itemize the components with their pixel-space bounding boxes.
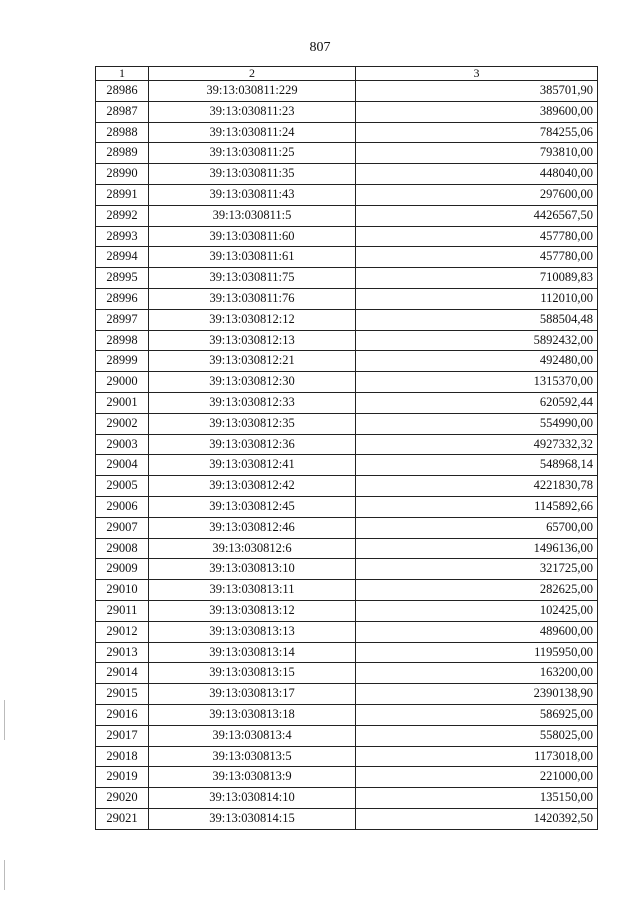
row-number-cell: 28989 (96, 143, 149, 164)
cadastral-number-cell: 39:13:030811:75 (149, 268, 356, 289)
value-cell: 784255,06 (356, 122, 598, 143)
table-row (96, 247, 598, 268)
value-cell: 710089,83 (356, 268, 598, 289)
table-row (96, 309, 598, 330)
value-cell: 1496136,00 (356, 538, 598, 559)
row-number-cell: 29018 (96, 746, 149, 767)
cadastral-number-cell: 39:13:030812:33 (149, 392, 356, 413)
row-number-cell: 28991 (96, 184, 149, 205)
value-cell: 1420392,50 (356, 808, 598, 829)
cadastral-number-cell: 39:13:030811:43 (149, 184, 356, 205)
cadastral-number-cell: 39:13:030812:21 (149, 351, 356, 372)
scan-margin-mark (4, 700, 5, 740)
column-header: 3 (356, 67, 598, 81)
cadastral-number-cell: 39:13:030812:45 (149, 496, 356, 517)
table-row (96, 476, 598, 497)
table-row (96, 746, 598, 767)
row-number-cell: 29000 (96, 372, 149, 393)
cadastral-number-cell: 39:13:030811:25 (149, 143, 356, 164)
row-number-cell: 29017 (96, 725, 149, 746)
data-table (95, 66, 598, 830)
table-row (96, 788, 598, 809)
value-cell: 297600,00 (356, 184, 598, 205)
column-header: 1 (96, 67, 149, 81)
cadastral-number-cell: 39:13:030813:14 (149, 642, 356, 663)
cadastral-number-cell: 39:13:030813:12 (149, 600, 356, 621)
value-cell: 620592,44 (356, 392, 598, 413)
row-number-cell: 29006 (96, 496, 149, 517)
row-number-cell: 29001 (96, 392, 149, 413)
value-cell: 135150,00 (356, 788, 598, 809)
row-number-cell: 28997 (96, 309, 149, 330)
value-cell: 489600,00 (356, 621, 598, 642)
table-row (96, 684, 598, 705)
value-cell: 221000,00 (356, 767, 598, 788)
table-row (96, 81, 598, 102)
cadastral-number-cell: 39:13:030813:13 (149, 621, 356, 642)
table-row (96, 413, 598, 434)
row-number-cell: 29021 (96, 808, 149, 829)
value-cell: 4426567,50 (356, 205, 598, 226)
table-row (96, 621, 598, 642)
value-cell: 554990,00 (356, 413, 598, 434)
row-number-cell: 28988 (96, 122, 149, 143)
row-number-cell: 29015 (96, 684, 149, 705)
table-row (96, 205, 598, 226)
table-row (96, 538, 598, 559)
cadastral-number-cell: 39:13:030812:12 (149, 309, 356, 330)
table-row (96, 600, 598, 621)
cadastral-number-cell: 39:13:030812:6 (149, 538, 356, 559)
value-cell: 4927332,32 (356, 434, 598, 455)
cadastral-number-cell: 39:13:030812:13 (149, 330, 356, 351)
row-number-cell: 29005 (96, 476, 149, 497)
table-row (96, 226, 598, 247)
value-cell: 492480,00 (356, 351, 598, 372)
value-cell: 457780,00 (356, 247, 598, 268)
table-row (96, 372, 598, 393)
table-row (96, 143, 598, 164)
value-cell: 588504,48 (356, 309, 598, 330)
value-cell: 385701,90 (356, 81, 598, 102)
row-number-cell: 29019 (96, 767, 149, 788)
cadastral-number-cell: 39:13:030812:36 (149, 434, 356, 455)
row-number-cell: 28994 (96, 247, 149, 268)
cadastral-number-cell: 39:13:030811:60 (149, 226, 356, 247)
row-number-cell: 28999 (96, 351, 149, 372)
value-cell: 4221830,78 (356, 476, 598, 497)
table-row (96, 101, 598, 122)
table-header-row (96, 67, 598, 81)
cadastral-number-cell: 39:13:030813:4 (149, 725, 356, 746)
table-row (96, 455, 598, 476)
value-cell: 102425,00 (356, 600, 598, 621)
scan-margin-mark (4, 860, 5, 890)
row-number-cell: 29014 (96, 663, 149, 684)
table-row (96, 517, 598, 538)
value-cell: 389600,00 (356, 101, 598, 122)
row-number-cell: 29007 (96, 517, 149, 538)
value-cell: 1195950,00 (356, 642, 598, 663)
table-row (96, 725, 598, 746)
table-row (96, 122, 598, 143)
cadastral-number-cell: 39:13:030811:35 (149, 164, 356, 185)
cadastral-number-cell: 39:13:030812:42 (149, 476, 356, 497)
row-number-cell: 28986 (96, 81, 149, 102)
row-number-cell: 29016 (96, 704, 149, 725)
row-number-cell: 28996 (96, 288, 149, 309)
value-cell: 548968,14 (356, 455, 598, 476)
row-number-cell: 29010 (96, 580, 149, 601)
cadastral-number-cell: 39:13:030813:5 (149, 746, 356, 767)
value-cell: 2390138,90 (356, 684, 598, 705)
value-cell: 65700,00 (356, 517, 598, 538)
table-row (96, 330, 598, 351)
cadastral-number-cell: 39:13:030811:229 (149, 81, 356, 102)
row-number-cell: 28987 (96, 101, 149, 122)
cadastral-number-cell: 39:13:030811:61 (149, 247, 356, 268)
row-number-cell: 29013 (96, 642, 149, 663)
cadastral-number-cell: 39:13:030814:15 (149, 808, 356, 829)
value-cell: 282625,00 (356, 580, 598, 601)
value-cell: 1315370,00 (356, 372, 598, 393)
table-row (96, 351, 598, 372)
row-number-cell: 29020 (96, 788, 149, 809)
row-number-cell: 29003 (96, 434, 149, 455)
cadastral-number-cell: 39:13:030814:10 (149, 788, 356, 809)
value-cell: 5892432,00 (356, 330, 598, 351)
table-row (96, 663, 598, 684)
row-number-cell: 29004 (96, 455, 149, 476)
cadastral-number-cell: 39:13:030811:24 (149, 122, 356, 143)
row-number-cell: 28993 (96, 226, 149, 247)
value-cell: 1173018,00 (356, 746, 598, 767)
cadastral-number-cell: 39:13:030813:9 (149, 767, 356, 788)
row-number-cell: 28990 (96, 164, 149, 185)
value-cell: 558025,00 (356, 725, 598, 746)
cadastral-number-cell: 39:13:030811:76 (149, 288, 356, 309)
row-number-cell: 28998 (96, 330, 149, 351)
cadastral-number-cell: 39:13:030813:10 (149, 559, 356, 580)
table-row (96, 434, 598, 455)
row-number-cell: 29011 (96, 600, 149, 621)
row-number-cell: 28992 (96, 205, 149, 226)
cadastral-number-cell: 39:13:030813:18 (149, 704, 356, 725)
cadastral-number-cell: 39:13:030812:35 (149, 413, 356, 434)
table-row (96, 164, 598, 185)
row-number-cell: 29012 (96, 621, 149, 642)
value-cell: 321725,00 (356, 559, 598, 580)
cadastral-number-cell: 39:13:030811:23 (149, 101, 356, 122)
row-number-cell: 29009 (96, 559, 149, 580)
value-cell: 793810,00 (356, 143, 598, 164)
row-number-cell: 29002 (96, 413, 149, 434)
table-row (96, 767, 598, 788)
value-cell: 1145892,66 (356, 496, 598, 517)
value-cell: 457780,00 (356, 226, 598, 247)
table-row (96, 268, 598, 289)
table-row (96, 580, 598, 601)
table-row (96, 559, 598, 580)
cadastral-number-cell: 39:13:030812:41 (149, 455, 356, 476)
cadastral-number-cell: 39:13:030812:46 (149, 517, 356, 538)
page-number: 807 (309, 40, 331, 55)
column-header: 2 (149, 67, 356, 81)
table-row (96, 642, 598, 663)
value-cell: 112010,00 (356, 288, 598, 309)
value-cell: 163200,00 (356, 663, 598, 684)
row-number-cell: 28995 (96, 268, 149, 289)
value-cell: 448040,00 (356, 164, 598, 185)
cadastral-number-cell: 39:13:030812:30 (149, 372, 356, 393)
cadastral-number-cell: 39:13:030813:11 (149, 580, 356, 601)
table-row (96, 288, 598, 309)
table-row (96, 184, 598, 205)
cadastral-number-cell: 39:13:030813:17 (149, 684, 356, 705)
value-cell: 586925,00 (356, 704, 598, 725)
table-row (96, 392, 598, 413)
cadastral-number-cell: 39:13:030813:15 (149, 663, 356, 684)
table-row (96, 808, 598, 829)
row-number-cell: 29008 (96, 538, 149, 559)
cadastral-number-cell: 39:13:030811:5 (149, 205, 356, 226)
table-row (96, 704, 598, 725)
table-row (96, 496, 598, 517)
